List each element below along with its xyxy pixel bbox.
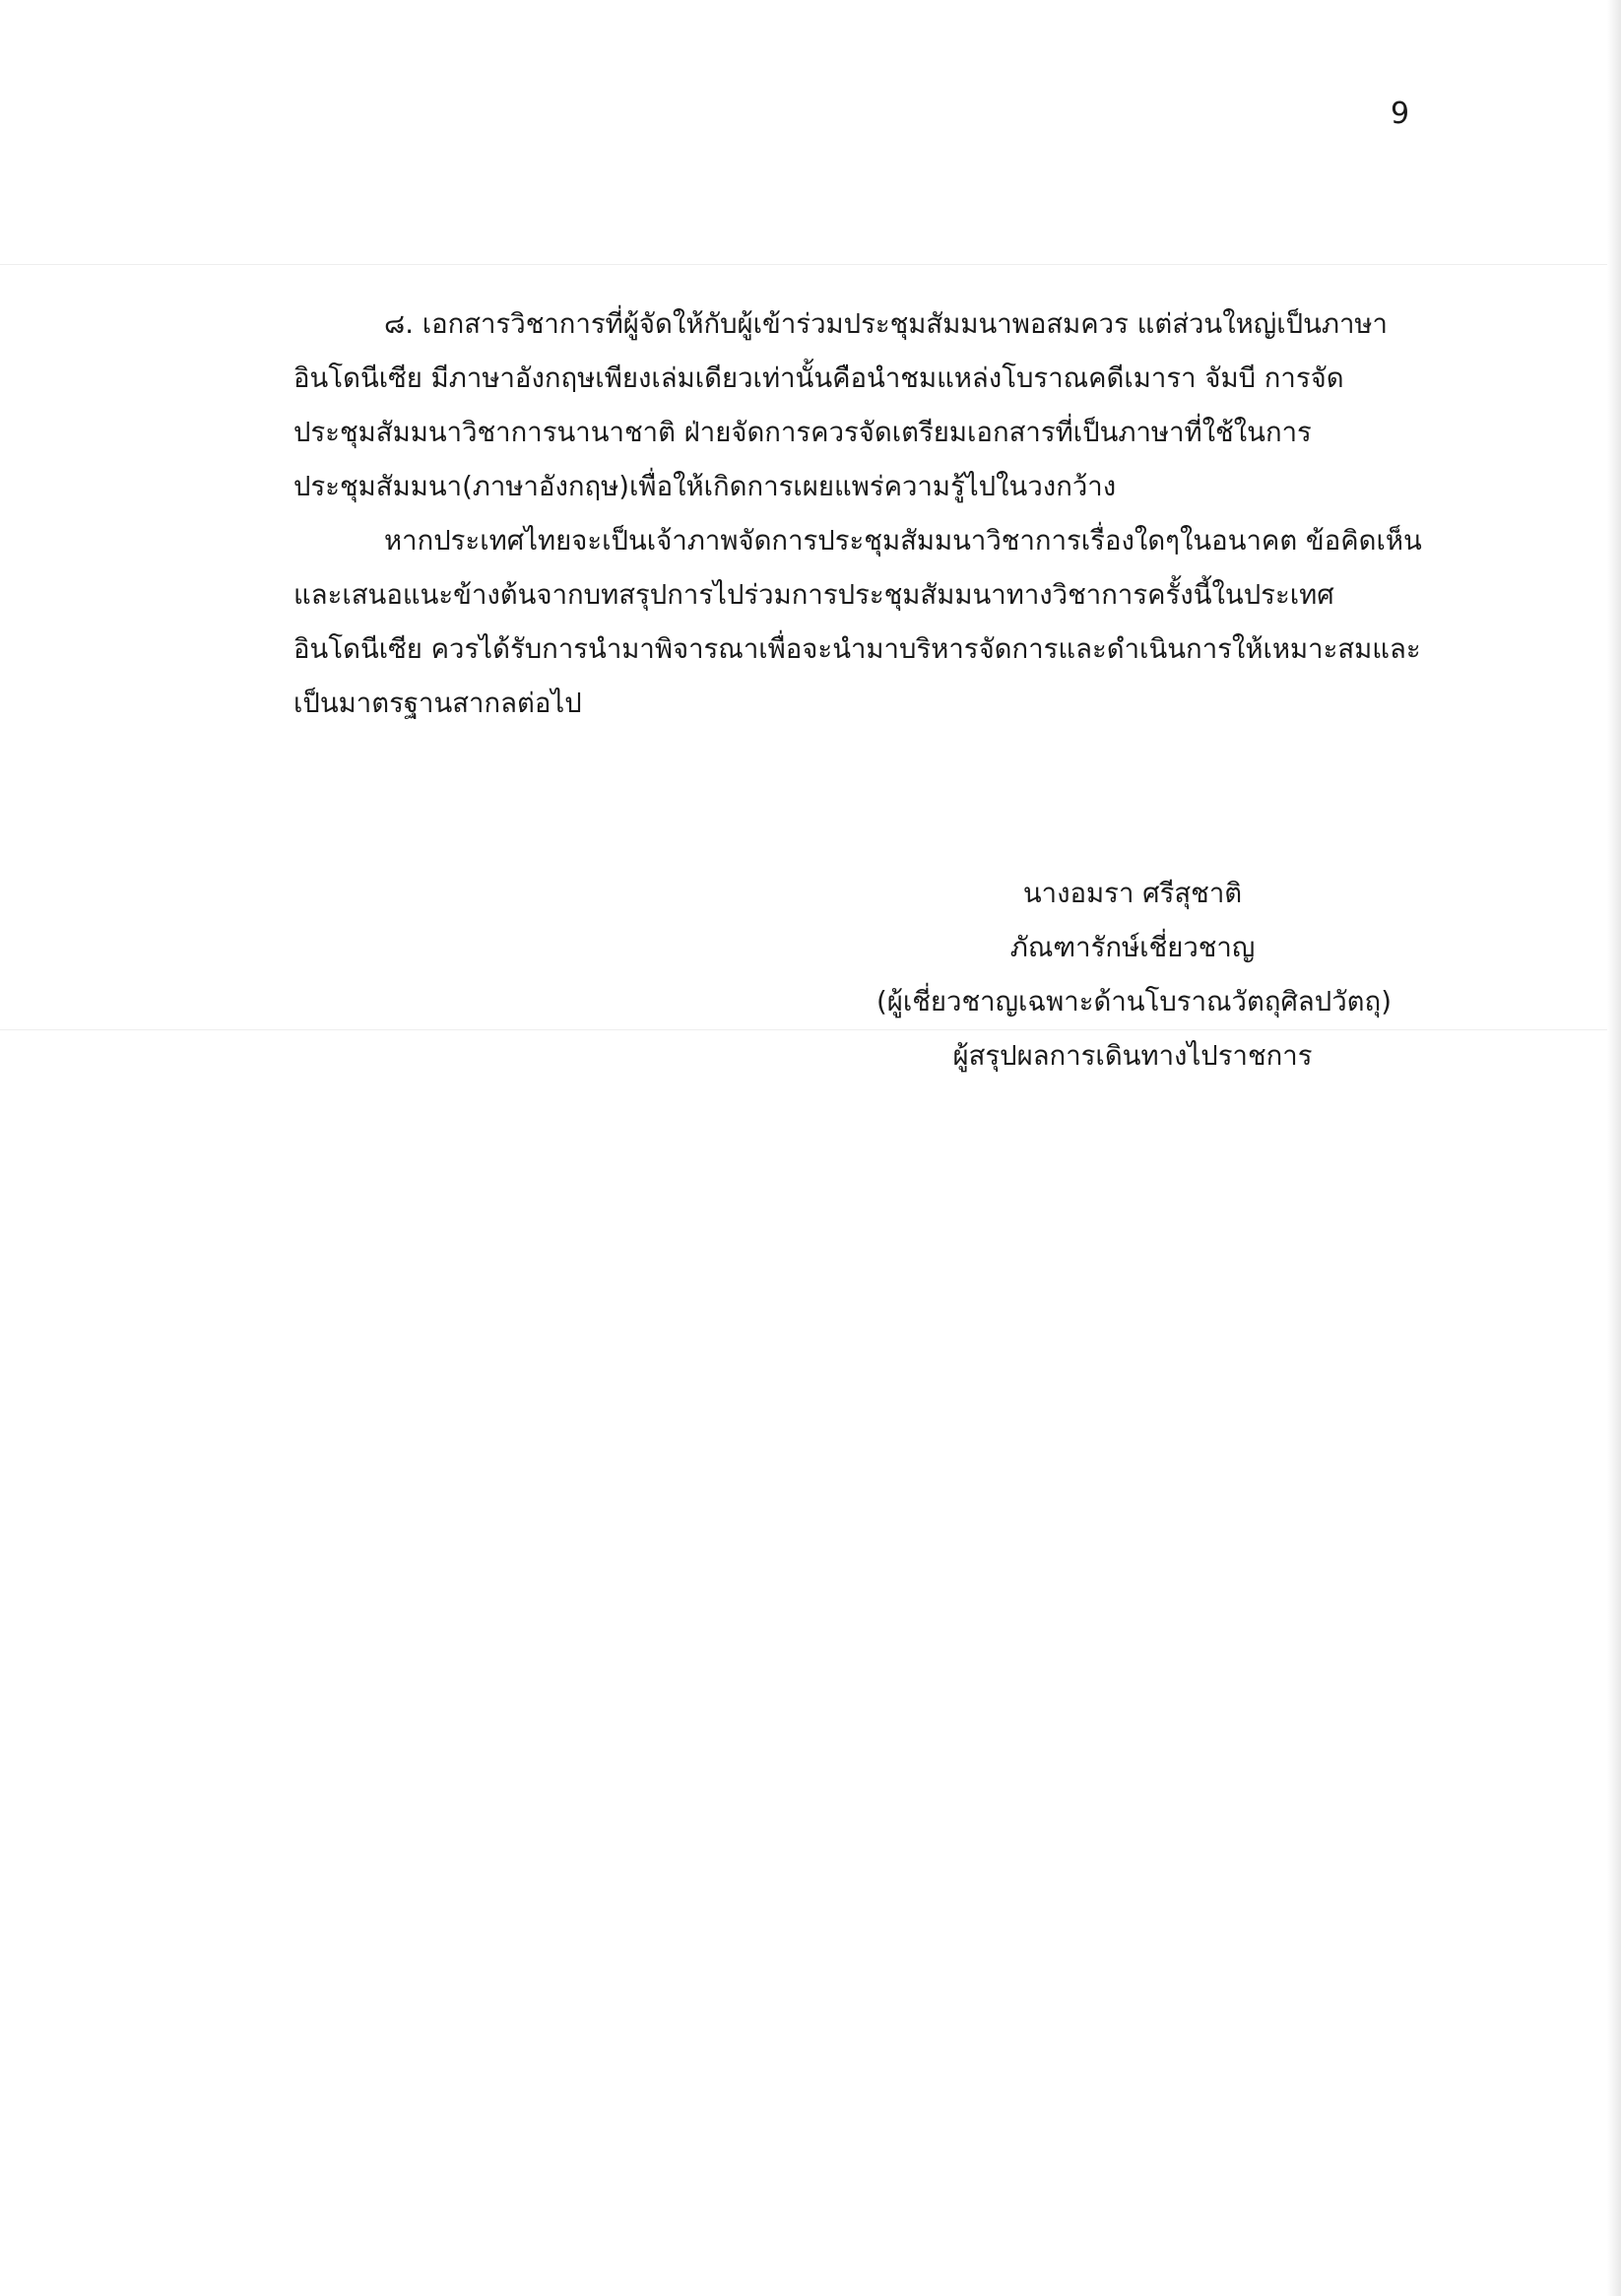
- paragraph-1-line-2: อินโดนีเซีย มีภาษาอังกฤษเพียงเล่มเดียวเท่านั้นคือนำชมแหล่งโบราณคดีเมารา จัมบี การจัด: [293, 362, 1344, 394]
- paragraph-2: [293, 514, 1422, 731]
- paragraph-1-line-4: ประชุมสัมมนา(ภาษาอังกฤษ)เพื่อให้เกิดการเผยแพร่ความรู้ไปในวงกว้าง: [293, 471, 1117, 502]
- paragraph-2-line-1: หากประเทศไทยจะเป็นเจ้าภาพจัดการประชุมสัมมนาวิชาการเรื่องใดๆในอนาคต ข้อคิดเห็น: [384, 525, 1422, 557]
- page-number: 9: [1391, 97, 1410, 131]
- document-body: [293, 297, 1422, 731]
- signer-role: ผู้สรุปผลการเดินทางไปราชการ: [952, 1040, 1313, 1072]
- signer-specialty: (ผู้เชี่ยวชาญเฉพาะด้านโบราณวัตถุศิลปวัตถุ): [876, 986, 1392, 1017]
- paragraph-1-line-1: ๘. เอกสารวิชาการที่ผู้จัดให้กับผู้เข้าร่วมประชุมสัมมนาพอสมควร แต่ส่วนใหญ่เป็นภาษา: [384, 308, 1389, 340]
- paragraph-1-line-3: ประชุมสัมมนาวิชาการนานาชาติ ฝ่ายจัดการควรจัดเตรียมเอกสารที่เป็นภาษาที่ใช้ในการ: [293, 417, 1312, 448]
- paragraph-1: [293, 297, 1387, 514]
- page-edge-shadow: [1607, 0, 1621, 2296]
- signer-name: นางอมรา ศรีสุชาติ: [1022, 878, 1243, 909]
- signature-block: [876, 867, 1392, 1083]
- scan-artifact-line-top: [0, 264, 1621, 265]
- signer-position: ภัณฑารักษ์เชี่ยวชาญ: [1009, 932, 1256, 963]
- paragraph-2-line-2: และเสนอแนะข้างต้นจากบทสรุปการไปร่วมการประชุมสัมมนาทางวิชาการครั้งนี้ในประเทศ: [293, 579, 1334, 611]
- paragraph-2-line-4: เป็นมาตรฐานสากลต่อไป: [293, 688, 582, 719]
- paragraph-2-line-3: อินโดนีเซีย ควรได้รับการนำมาพิจารณาเพื่อจะนำมาบริหารจัดการและดำเนินการให้เหมาะสมและ: [293, 633, 1421, 665]
